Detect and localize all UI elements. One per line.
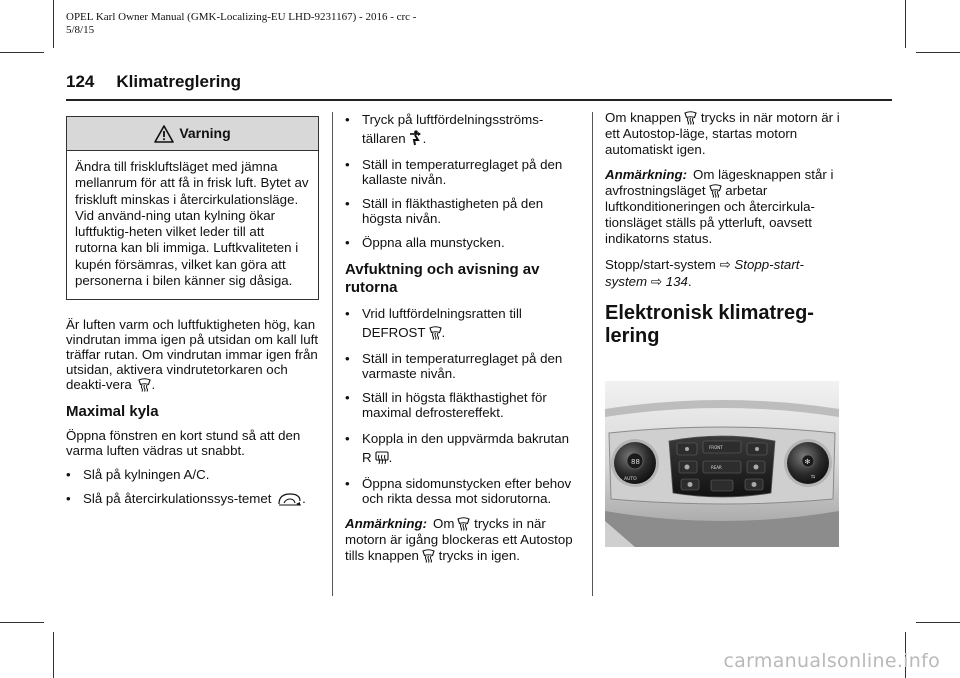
list-item: • Öppna alla munstycken. — [345, 235, 505, 250]
defrost-icon — [684, 111, 697, 125]
bullet-text: Öppna sidomunstycken efter behov och rikta dessa mot sidorutorna. — [362, 476, 572, 506]
list-item: • Tryck på luftfördelningsströms-tällaren . — [345, 110, 577, 148]
rear-window-heater-icon — [375, 451, 389, 465]
warning-header — [67, 117, 318, 151]
climate-control-photo — [605, 381, 839, 547]
title-rule — [66, 99, 892, 101]
heading-avfuktning: Avfuktning och avisning av rutorna — [345, 261, 540, 296]
svg-text:⇆: ⇆ — [811, 474, 816, 480]
list-item: • Slå på kylningen A/C. — [66, 467, 210, 483]
bullet-text: Koppla in den uppvärmda bakrutan R . — [362, 431, 569, 465]
column-2 — [345, 110, 577, 573]
bullet-text: Vrid luftfördelningsratten till DEFROST . — [362, 306, 522, 340]
page-title — [66, 72, 241, 92]
list-item: • Ställ in temperaturreglaget på den kallaste nivån. — [345, 157, 577, 187]
bullet-text: Ställ in temperaturreglaget på den kallaste nivån. — [362, 157, 563, 187]
heading-elektronisk-klimatreglering: Elektronisk klimatreg-lering — [605, 302, 814, 347]
defrost-icon — [422, 549, 435, 563]
note-label: Anmärkning: — [605, 167, 688, 182]
column-divider — [332, 112, 333, 596]
reference-arrow-icon: ⇨ — [650, 274, 662, 289]
reference-arrow-icon: ⇨ — [719, 257, 731, 272]
warning-box — [66, 116, 319, 300]
list-item: • Ställ in fläkthastigheten på den högsta nivån. — [345, 196, 577, 226]
watermark: carmanualsonline.info — [723, 650, 940, 672]
list-item: • Slå på återcirkulationssys-temet . — [66, 491, 306, 507]
crop-mark — [905, 0, 906, 48]
crop-mark — [53, 632, 54, 678]
right-fan-knob — [784, 439, 832, 487]
recirculation-icon — [278, 492, 302, 506]
warning-text: Ändra till friskluftsläget med jämna mellanrum för att få in frisk luft. Bytet av friskluft minskas i återcirkulationsläge. Vid använd-ning utan kylning ökar luftfuktig-heten vilket leder till att rutorna kan bli immiga. Luftkvaliteten i kupén försämras, vilket kan göra att personerna i bilen känner sig dåsiga. — [75, 159, 309, 289]
crop-mark — [0, 52, 44, 53]
paragraph-humidity: Är luften varm och luftfuktigheten hög, kan vindrutan imma igen på utsidan om kall luft träffar rutan. Om vindrutan immar igen från utsidan, aktivera vindrutetorkaren och deakti-vera . — [66, 317, 319, 393]
btn-auto-label: AUTO — [624, 477, 637, 482]
column-3 — [605, 110, 840, 348]
bullet-text: Ställ in temperaturreglaget på den varmaste nivån. — [362, 351, 563, 381]
list-item: • Koppla in den uppvärmda bakrutan R . — [345, 429, 577, 467]
left-temperature-knob — [611, 439, 659, 487]
document-header-line1: OPEL Karl Owner Manual (GMK-Localizing-EU LHD-9231167) - 2016 - crc - — [66, 11, 417, 23]
list-item: • Ställ in högsta fläkthastighet för maximal defrostereffekt. — [345, 390, 577, 420]
bullet-text: Tryck på luftfördelningsströms-tällaren . — [362, 112, 544, 146]
chapter-title: Klimatreglering — [116, 72, 242, 91]
defrost-icon — [429, 326, 442, 340]
document-header-line2: 5/8/15 — [66, 24, 95, 36]
air-distribution-icon — [409, 130, 423, 146]
crop-mark — [916, 622, 960, 623]
stopstart-page-link[interactable]: 134 — [665, 274, 688, 289]
document-header — [66, 11, 546, 37]
bullet-text: Slå på kylningen A/C. — [83, 467, 210, 483]
crop-mark — [0, 622, 44, 623]
note-autostop: Anmärkning: Om trycks in när motorn är igång blockeras ett Autostop tills knappen trycks in igen. — [345, 516, 573, 563]
center-button-panel — [669, 436, 775, 497]
paragraph-cooling: Öppna fönstren en kort stund så att den varma luften vädras ut snabbt. — [66, 428, 301, 459]
bullet-text: Ställ in fläkthastigheten på den högsta nivån. — [362, 196, 544, 226]
warning-icon — [154, 125, 174, 143]
bullet-text: Ställ in högsta fläkthastighet för maximal defrostereffekt. — [362, 390, 547, 420]
list-item: • Öppna sidomunstycken efter behov och rikta dessa mot sidorutorna. — [345, 476, 577, 506]
warning-title: Varning — [179, 125, 231, 141]
paragraph-stopstart-reference: Stopp/start-system ⇨ Stopp-start-system ⇨ 134. — [605, 257, 804, 289]
list-item: • Vrid luftfördelningsratten till DEFROST . — [345, 304, 577, 342]
column-divider — [592, 112, 593, 596]
bullet-text: Slå på återcirkulationssys-temet . — [83, 491, 306, 507]
climate-panel-illustration — [605, 381, 839, 547]
stopstart-link[interactable]: Stopp-start-system — [605, 257, 804, 289]
heading-maximal-kyla: Maximal kyla — [66, 403, 159, 421]
note-defrost-mode: Anmärkning: Om lägesknappen står i avfrostningsläget arbetar luftkonditioneringen och återcirkula-tionsläget ställs på ytterluft, oavsett indikatorns status. — [605, 167, 834, 246]
paragraph-autostop-restart: Om knappen trycks in när motorn är i ett Autostop-läge, startas motorn automatiskt igen. — [605, 110, 840, 157]
page-number: 124 — [66, 72, 95, 91]
column-1 — [66, 110, 319, 515]
svg-text:88: 88 — [631, 458, 640, 466]
btn-rear-label: REAR — [711, 465, 722, 470]
defrost-icon — [709, 184, 722, 198]
paragraph-humidity-text: Är luften varm och luftfuktigheten hög, kan vindrutan imma igen på utsidan om kall luft träffar rutan. Om vindrutan immar igen från utsidan, aktivera vindrutetorkaren och deakti-vera — [66, 317, 319, 393]
defrost-icon — [457, 517, 470, 531]
crop-mark — [53, 0, 54, 48]
btn-front-label: FRONT — [709, 445, 723, 450]
note-label: Anmärkning: — [345, 516, 428, 531]
svg-text:✻: ✻ — [804, 458, 811, 466]
defrost-icon — [138, 378, 151, 392]
list-item: • Ställ in temperaturreglaget på den varmaste nivån. — [345, 351, 577, 381]
bullet-text: Öppna alla munstycken. — [362, 235, 505, 250]
crop-mark — [916, 52, 960, 53]
